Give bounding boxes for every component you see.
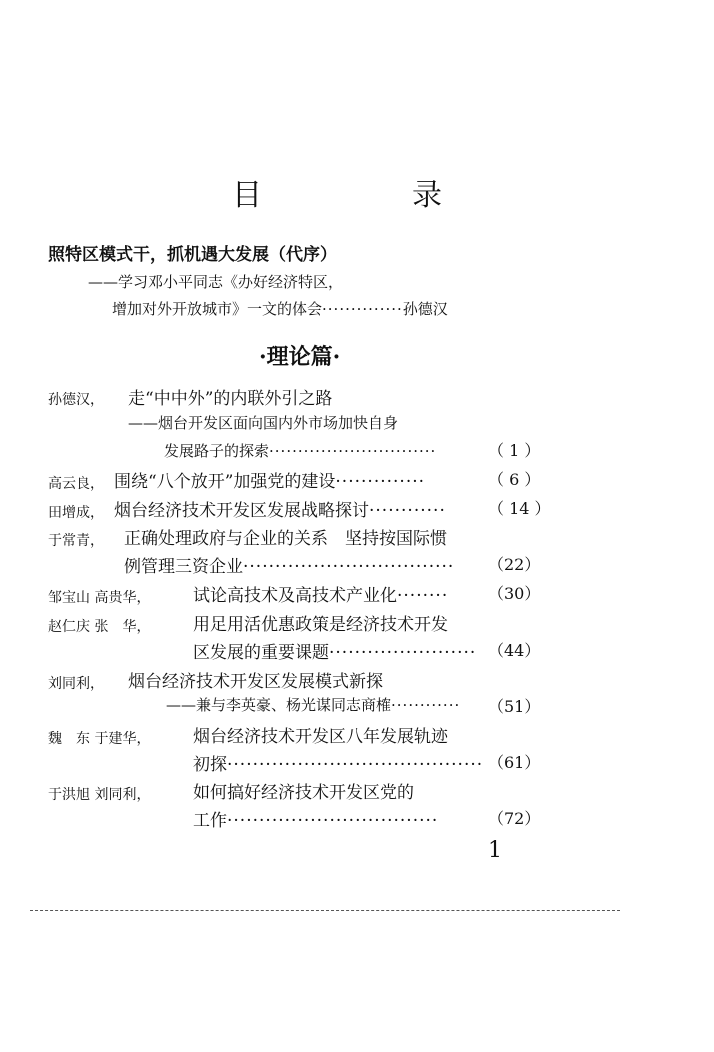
entry-title-cont: 例管理三资企业: [124, 557, 243, 577]
leader-dots: ·····························: [269, 442, 437, 460]
entry-author: 田增成，: [48, 505, 104, 521]
page-number: （ 14 ）: [488, 499, 551, 518]
entry-author: 邹宝山 高贵华，: [48, 590, 151, 606]
scan-artifact-line: [30, 910, 620, 911]
leader-dots: ··············: [335, 472, 426, 492]
page-number: （ 6 ）: [488, 470, 541, 489]
leader-dots: ········································: [227, 755, 484, 775]
preface-subtitle-text: 增加对外开放城市》一文的体会: [112, 300, 323, 318]
entry-title: 烟台经济技术开发区八年发展轨迹: [193, 727, 448, 747]
entry-title-line2: [193, 806, 438, 831]
entry-title-cont: 初探: [193, 755, 227, 775]
leader-dots: ·································: [243, 557, 455, 577]
entry-subtitle-line: [166, 694, 460, 715]
leader-dots: ·································: [227, 811, 439, 831]
entry-title-line2: [193, 750, 483, 775]
entry-subtitle-text: ——兼与李英豪、杨光谋同志商榷: [166, 696, 392, 714]
entry-title: 烟台经济技术开发区发展战略探讨: [114, 501, 369, 521]
entry-title-line2: [124, 552, 454, 577]
entry-author: 高云良，: [48, 476, 104, 492]
entry-title-line: [114, 496, 446, 521]
entry-title-cont: 工作: [193, 811, 227, 831]
entry-title: 试论高技术及高技术产业化: [193, 586, 397, 606]
entry-title: 走“中中外”的内联外引之路: [128, 389, 333, 409]
entry-author: 于洪旭 刘同利，: [48, 787, 151, 803]
leader-dots: ············: [391, 696, 461, 714]
entry-author: 魏 东 于建华，: [48, 731, 151, 747]
preface-subtitle-line2: [112, 298, 448, 319]
entry-title-line2: [193, 638, 476, 663]
leader-dots: ··············: [322, 300, 403, 318]
entry-subtitle-text: 发展路子的探索: [164, 442, 270, 460]
entry-author: 于常青，: [48, 533, 104, 549]
section-title: ·理论篇·: [259, 344, 341, 370]
entry-title: 如何搞好经济技术开发区党的: [193, 783, 414, 803]
entry-author: 赵仁庆 张 华，: [48, 619, 151, 635]
page-number: （44）: [488, 641, 541, 660]
entry-title-line: [114, 467, 425, 492]
page-number: （30）: [488, 584, 541, 603]
page-number: （ 1 ）: [488, 441, 541, 460]
page-number: （51）: [488, 697, 541, 716]
entry-subtitle-line2: [164, 440, 436, 461]
entry-title: 烟台经济技术开发区发展模式新探: [128, 672, 383, 692]
toc-title: 目 录: [232, 178, 502, 213]
entry-title: 正确处理政府与企业的关系 坚持按国际惯: [124, 529, 447, 549]
entry-title: 围绕“八个放开”加强党的建设: [114, 472, 336, 492]
preface-author: 孙德汉: [402, 300, 448, 318]
page-folio: 1: [488, 838, 502, 863]
page-number: （72）: [488, 809, 541, 828]
entry-subtitle: ——烟台开发区面向国内外市场加快自身: [128, 414, 399, 432]
preface-subtitle-line1: ——学习邓小平同志《办好经济特区，: [88, 273, 344, 291]
entry-author: 孙德汉，: [48, 392, 104, 408]
leader-dots: ············: [369, 501, 446, 521]
leader-dots: ·······················: [329, 643, 477, 663]
entry-author: 刘同利，: [48, 676, 104, 692]
entry-title: 用足用活优惠政策是经济技术开发: [193, 615, 448, 635]
entry-title-cont: 区发展的重要课题: [193, 643, 329, 663]
preface-title: 照特区模式干，抓机遇大发展（代序）: [48, 245, 337, 265]
entry-title-line: [193, 581, 448, 606]
leader-dots: ········: [397, 586, 449, 606]
page-number: （61）: [488, 753, 541, 772]
page-number: （22）: [488, 555, 541, 574]
